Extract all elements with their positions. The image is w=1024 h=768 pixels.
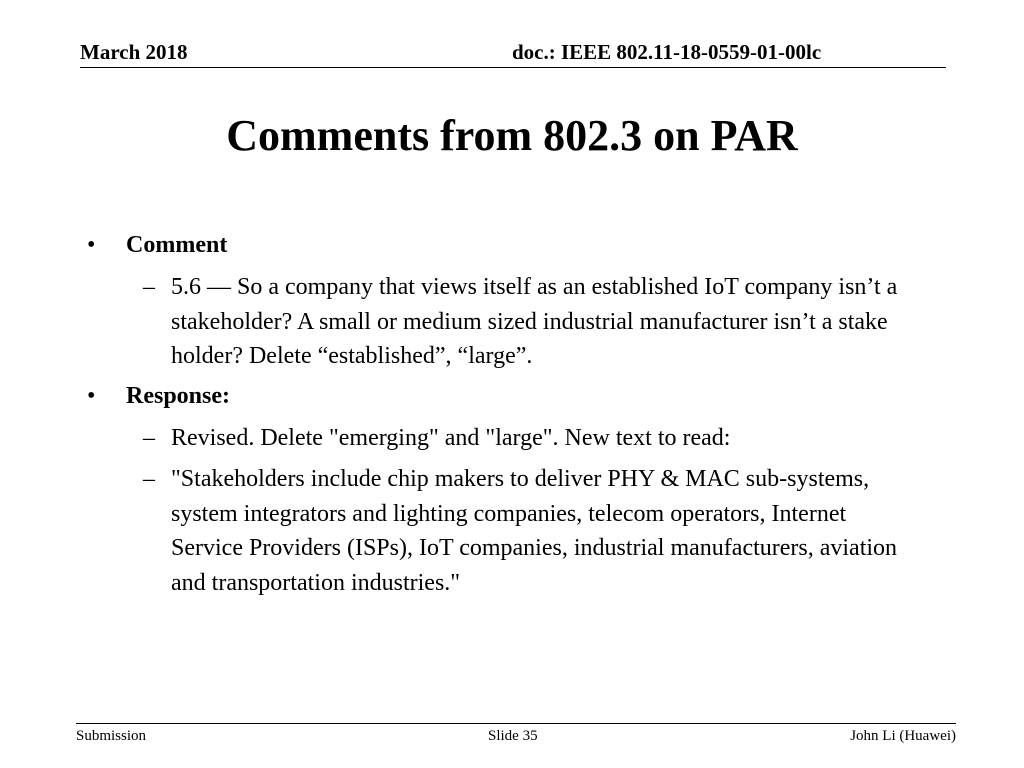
- header-doc-id: doc.: IEEE 802.11-18-0559-01-00lc: [512, 40, 822, 64]
- bullet-response-label: Response:: [126, 383, 231, 409]
- bullet-marker: •: [87, 383, 96, 409]
- header-date: March 2018: [80, 40, 188, 64]
- bullet-marker: •: [87, 232, 96, 258]
- sub-bullet-marker: –: [143, 274, 155, 300]
- response-revised-text: Revised. Delete "emerging" and "large". New text to read:: [171, 425, 731, 451]
- footer-author: John Li (Huawei): [850, 728, 956, 744]
- slide-title: Comments from 802.3 on PAR: [226, 111, 798, 160]
- comment-text: 5.6 — So a company that views itself as an established IoT company isn’t a stakeholder? A small or medium sized industrial manufacturer isn’t a stake holder? Delete “established”, “large”.: [171, 274, 898, 369]
- header-divider: [80, 67, 946, 68]
- sub-bullet-marker: –: [143, 425, 155, 451]
- footer-divider: [76, 723, 956, 724]
- response-new-text: "Stakeholders include chip makers to deliver PHY & MAC sub-systems, system integrators and lighting companies, telecom operators, Internet Service Providers (ISPs), IoT companies, industrial manufacturers, aviation and transportation industries.": [171, 466, 898, 596]
- footer-submission: Submission: [76, 728, 147, 744]
- bullet-comment-label: Comment: [126, 232, 228, 258]
- sub-bullet-marker: –: [143, 466, 155, 492]
- footer-slide-number: Slide 35: [488, 728, 538, 744]
